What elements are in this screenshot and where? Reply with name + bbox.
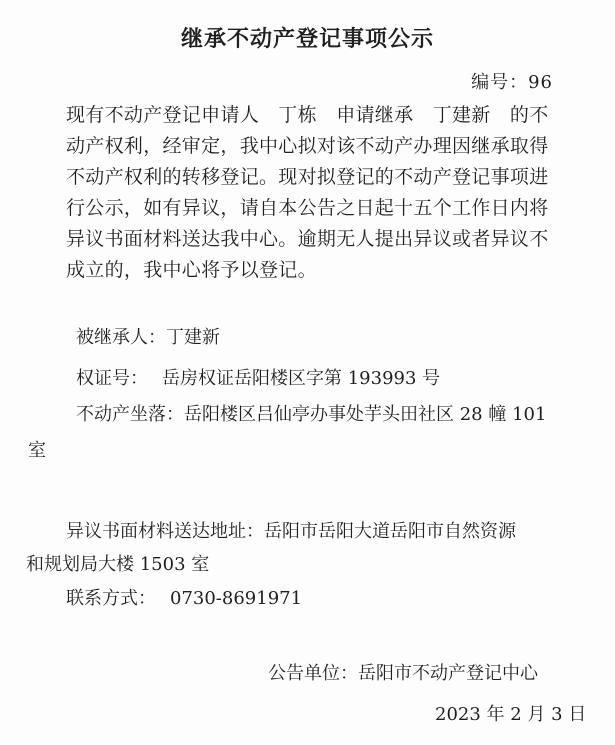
objection-address-continuation: 和规划局大楼 1503 室: [26, 554, 210, 575]
notice-title: 继承不动产登记事项公示: [180, 27, 434, 52]
location-field: [76, 400, 546, 426]
certificate-value: 岳房权证岳阳楼区字第 193993 号: [162, 368, 441, 389]
issuer-field: [268, 659, 538, 685]
objection-address-label: 异议书面材料送达地址：: [66, 521, 264, 542]
body-line: 成立的，我中心将予以登记。: [66, 259, 317, 281]
contact-value: 0730-8691971: [170, 588, 303, 609]
notice-date: 2023 年 2 月 3 日: [435, 704, 587, 725]
certificate-field: [76, 364, 440, 390]
contact-field: [66, 584, 302, 610]
heir-value: 丁建新: [166, 327, 220, 348]
body-line: 行公示，如有异议，请自本公告之日起十五个工作日内将: [66, 197, 549, 219]
location-label: 不动产坐落：: [76, 404, 184, 425]
notice-number: 编号：96: [471, 72, 553, 93]
body-line: 动产权利，经审定，我中心拟对该不动产办理因继承取得: [66, 135, 549, 157]
contact-label: 联系方式：: [66, 588, 156, 609]
location-continuation: 室: [28, 440, 46, 461]
notice-body: [66, 100, 598, 286]
location-value: 岳阳楼区吕仙亭办事处芋头田社区 28 幢 101: [184, 404, 547, 425]
issuer-label: 公告单位：: [268, 663, 358, 684]
body-line: 异议书面材料送达我中心。逾期无人提出异议或者异议不: [66, 228, 549, 250]
issuer-value: 岳阳市不动产登记中心: [358, 663, 538, 684]
heir-field: [76, 323, 220, 349]
objection-address-field: [66, 517, 516, 543]
body-line: 现有不动产登记申请人 丁栋 申请继承 丁建新 的不: [66, 104, 549, 126]
certificate-label: 权证号：: [76, 368, 148, 389]
heir-label: 被继承人：: [76, 327, 166, 348]
body-line: 不动产权利的转移登记。现对拟登记的不动产登记事项进: [66, 166, 549, 188]
objection-address-value: 岳阳市岳阳大道岳阳市自然资源: [264, 521, 516, 542]
